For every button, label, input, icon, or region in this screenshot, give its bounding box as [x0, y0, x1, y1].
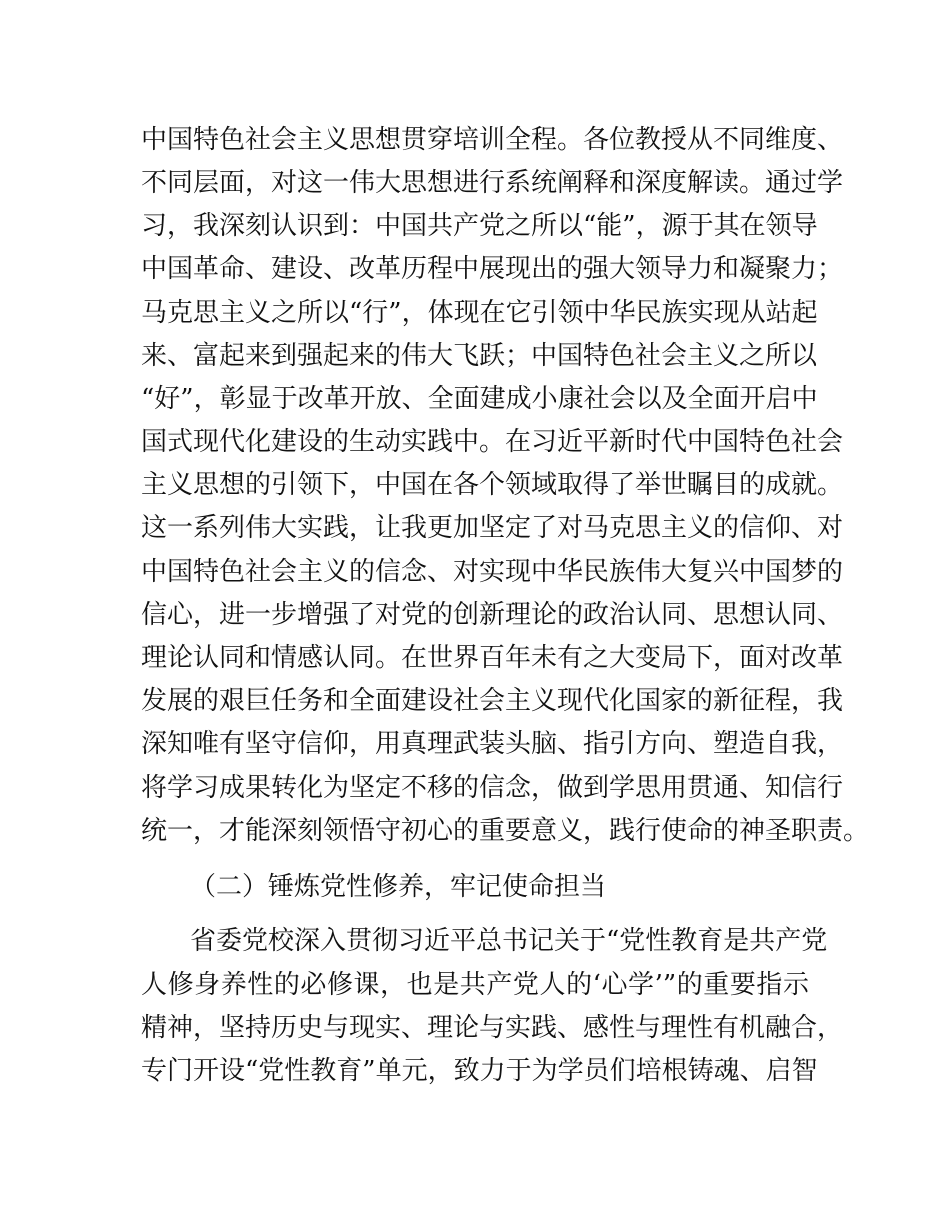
paragraph-line: 信心，进一步增强了对党的创新理论的政治认同、思想认同、: [141, 600, 844, 630]
paragraph-line: 主义思想的引领下，中国在各个领域取得了举世瞩目的成就。: [141, 470, 844, 500]
paragraph-line: 理论认同和情感认同。在世界百年未有之大变局下，面对改革: [141, 643, 844, 673]
paragraph-line: 马克思主义之所以“行”，体现在它引领中华民族实现从站起: [141, 298, 818, 328]
paragraph-line: 国式现代化建设的生动实践中。在习近平新时代中国特色社会: [141, 427, 844, 457]
paragraph-line: 发展的艰巨任务和全面建设社会主义现代化国家的新征程，我: [141, 686, 844, 716]
paragraph-line: 将学习成果转化为坚定不移的信念，做到学思用贯通、知信行: [141, 773, 844, 803]
section-heading: （二）锤炼党性修养，牢记使命担当: [190, 872, 607, 902]
paragraph-line: 中国特色社会主义思想贯穿培训全程。各位教授从不同维度、: [141, 125, 844, 155]
paragraph-line: 统一，才能深刻领悟守初心的重要意义，践行使命的神圣职责。: [141, 816, 870, 846]
paragraph-line: 省委党校深入贯彻习近平总书记关于“党性教育是共产党: [190, 926, 828, 956]
paragraph-line: 精神，坚持历史与现实、理论与实践、感性与理性有机融合，: [141, 1013, 844, 1043]
paragraph-line: 人修身养性的必修课，也是共产党人的‘心学’”的重要指示: [141, 970, 809, 1000]
paragraph-line: 专门开设“党性教育”单元，致力于为学员们培根铸魂、启智: [141, 1056, 818, 1086]
paragraph-line: 中国革命、建设、改革历程中展现出的强大领导力和凝聚力；: [141, 254, 844, 284]
paragraph-line: 不同层面，对这一伟大思想进行系统阐释和深度解读。通过学: [141, 168, 844, 198]
paragraph-line: 中国特色社会主义的信念、对实现中华民族伟大复兴中国梦的: [141, 557, 844, 587]
paragraph-line: 来、富起来到强起来的伟大飞跃；中国特色社会主义之所以: [141, 341, 818, 371]
paragraph-line: 习，我深刻认识到：中国共产党之所以“能”，源于其在领导: [141, 211, 818, 241]
paragraph-line: “好”，彰显于改革开放、全面建成小康社会以及全面开启中: [141, 384, 818, 414]
paragraph-line: 深知唯有坚守信仰，用真理武装头脑、指引方向、塑造自我，: [141, 729, 844, 759]
paragraph-line: 这一系列伟大实践，让我更加坚定了对马克思主义的信仰、对: [141, 513, 844, 543]
